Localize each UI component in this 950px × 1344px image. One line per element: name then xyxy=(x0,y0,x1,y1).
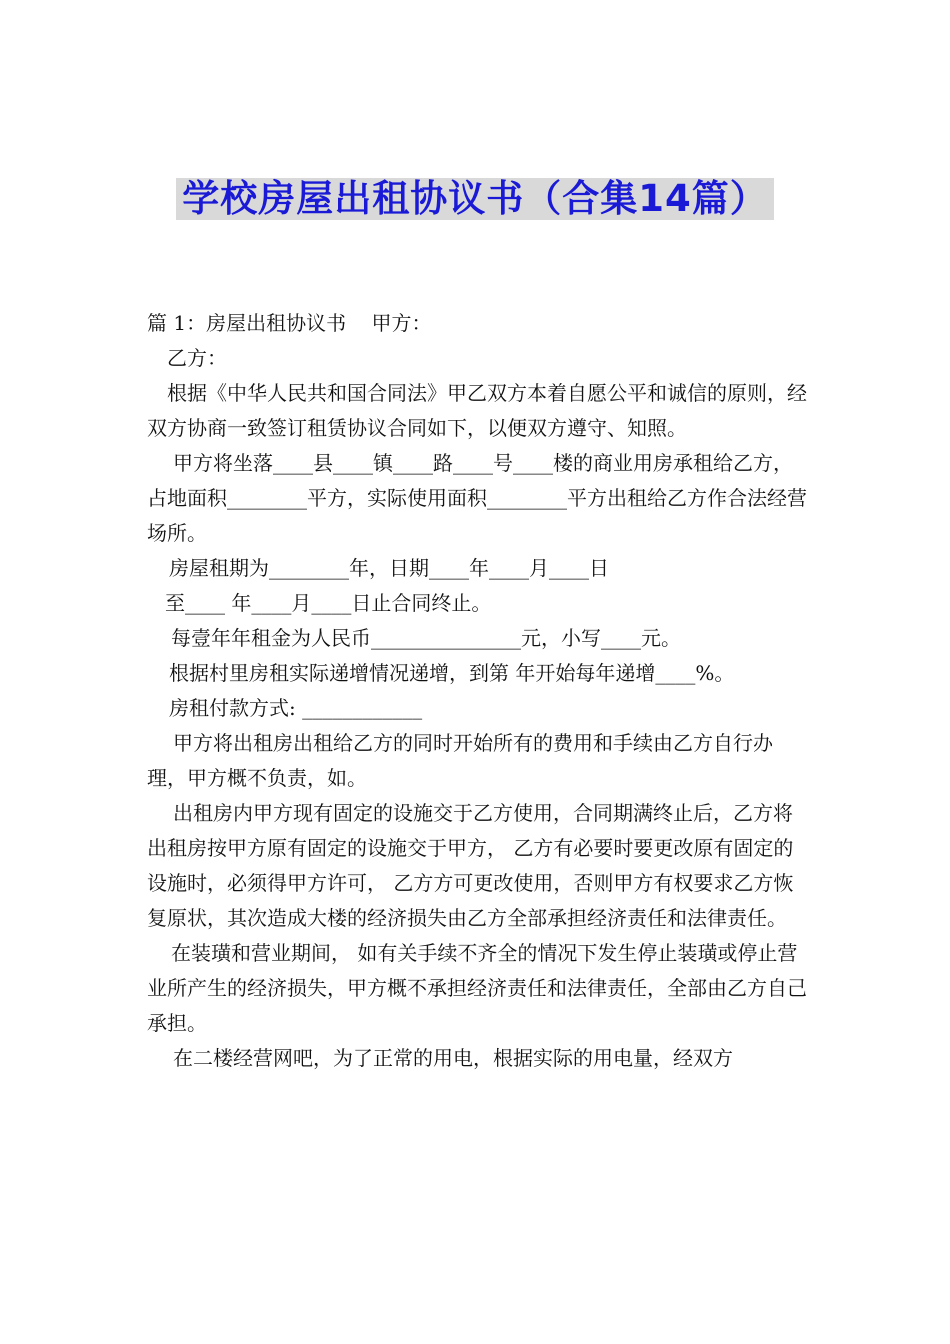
paragraph: 甲方将出租房出租给乙方的同时开始所有的费用和手续由乙方自行办理，甲方概不负责，如。 xyxy=(147,731,773,790)
paragraph: 在二楼经营网吧，为了正常的用电，根据实际的用电量，经双方 xyxy=(173,1046,733,1070)
paragraph: 至____ 年____月____日止合同终止。 xyxy=(165,591,492,615)
paragraph: 在装璜和营业期间， 如有关手续不齐全的情况下发生停止装璜或停止营业所产生的经济损失，甲方概不承担经济责任和法律责任，全部由乙方自己承担。 xyxy=(147,941,807,1035)
document-body xyxy=(147,306,811,1076)
title-wrap xyxy=(0,178,950,220)
paragraph: 乙方： xyxy=(167,346,227,370)
paragraph: 每壹年年租金为人民币_______________元，小写____元。 xyxy=(171,626,681,650)
paragraph: 房租付款方式: ____________ xyxy=(169,696,423,720)
paragraph: 篇 1：房屋出租协议书 甲方： xyxy=(147,311,432,335)
paragraph: 房屋租期为________年，日期____年____月____日 xyxy=(169,556,609,580)
paragraph: 根据村里房租实际递增情况递增，到第 年开始每年递增____%。 xyxy=(169,661,735,685)
document-title: 学校房屋出租协议书（合集14篇） xyxy=(176,178,774,220)
paragraph: 根据《中华人民共和国合同法》甲乙双方本着自愿公平和诚信的原则，经双方协商一致签订租赁协议合同如下，以便双方遵守、知照。 xyxy=(147,381,807,440)
paragraph: 甲方将坐落____县____镇____路____号____楼的商业用房承租给乙方，占地面积________平方，实际使用面积________平方出租给乙方作合法经营场所。 xyxy=(147,451,807,545)
paragraph: 出租房内甲方现有固定的设施交于乙方使用，合同期满终止后，乙方将出租房按甲方原有固定的设施交于甲方， 乙方有必要时要更改原有固定的设施时，必须得甲方许可， 乙方方可更改使用，否则甲方有权要求乙方恢复原状，其次造成大楼的经济损失由乙方全部承担经济责任和法律责任。 xyxy=(147,801,794,930)
